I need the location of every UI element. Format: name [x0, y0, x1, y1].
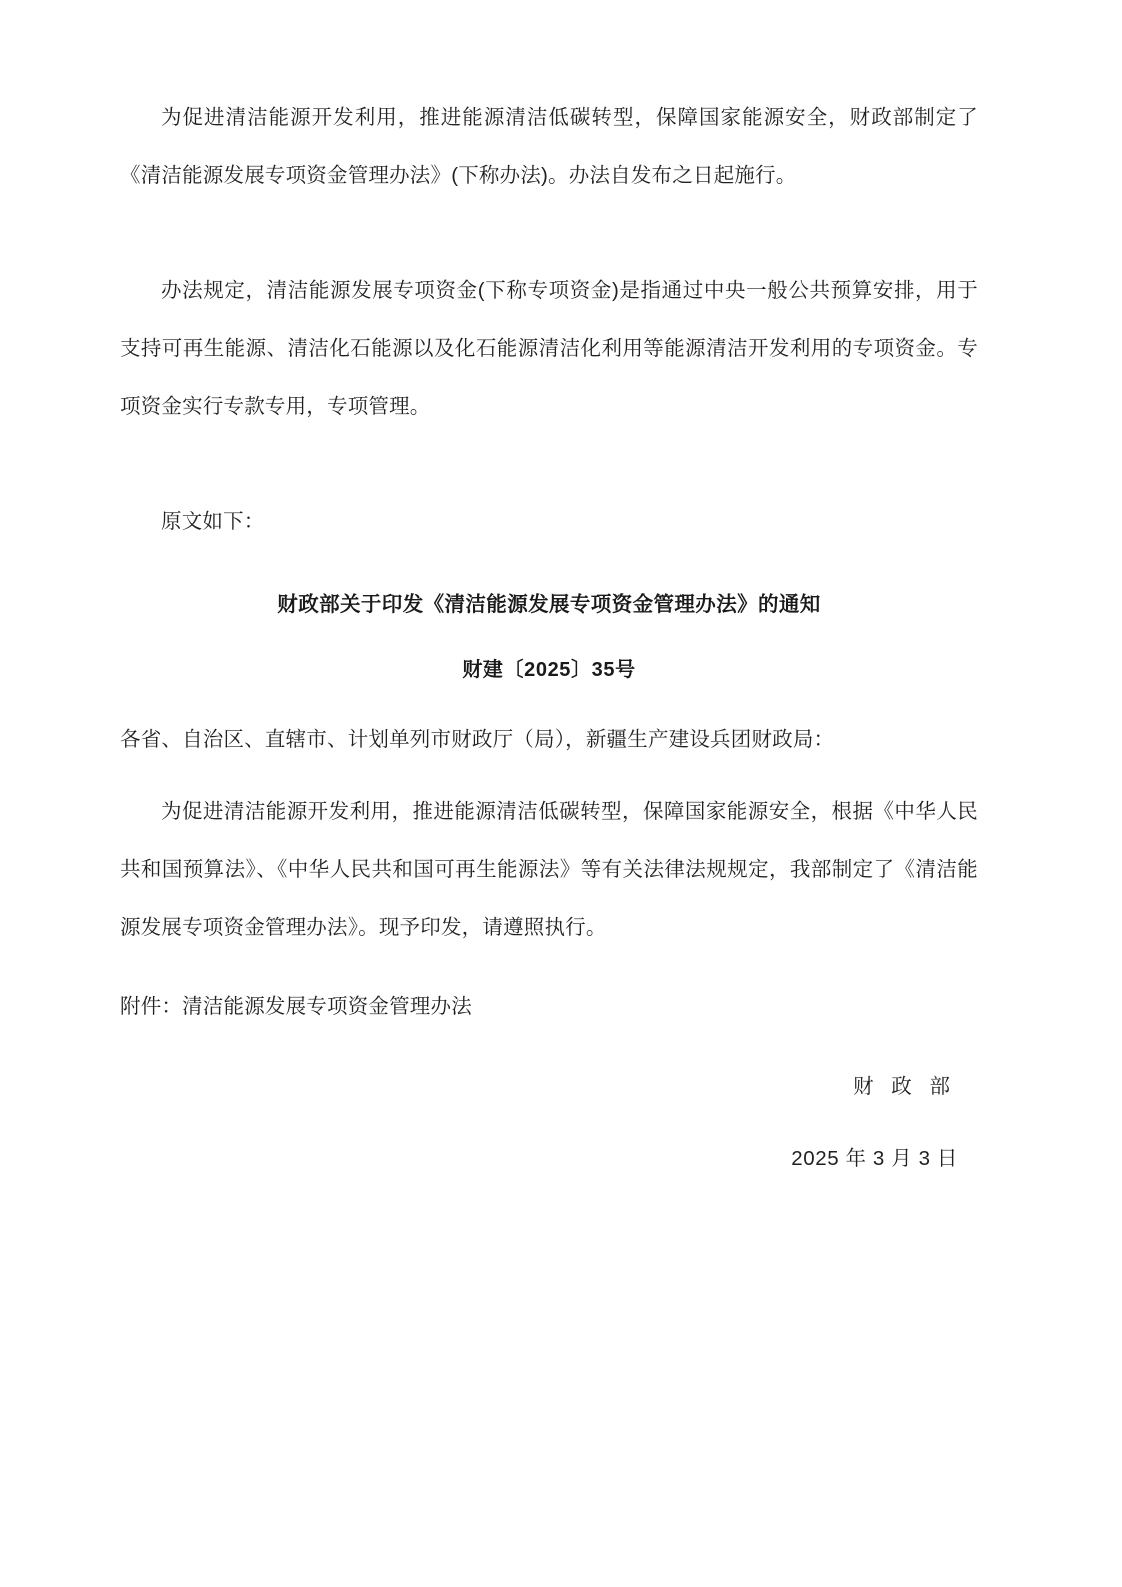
paragraph-gap-2: [120, 436, 978, 493]
intro-paragraph-1: 为促进清洁能源开发利用，推进能源清洁低碳转型，保障国家能源安全，财政部制定了《清洁能源发展专项资金管理办法》(下称办法)。办法自发布之日起施行。: [120, 106, 978, 187]
original-text-label: 原文如下：: [161, 510, 265, 533]
intro-paragraph-2: 办法规定，清洁能源发展专项资金(下称专项资金)是指通过中央一般公共预算安排，用于支持可再生能源、清洁化石能源以及化石能源清洁化利用等能源清洁开发利用的专项资金。专项资金实行专款专用，专项管理。: [120, 279, 978, 418]
signer-name: 财 政 部: [853, 1075, 956, 1098]
attachment-gap: [120, 1029, 978, 1070]
attachment-line: 附件：清洁能源发展专项资金管理办法: [120, 995, 472, 1018]
title-gap-top: [120, 551, 978, 589]
doc-number-gap: [120, 685, 978, 718]
document-content: [120, 0, 978, 1176]
signer-gap: [120, 1104, 978, 1142]
recipients-gap: [120, 762, 978, 783]
signature-date: 2025 年 3 月 3 日: [791, 1147, 958, 1170]
body-gap: [120, 957, 978, 985]
recipients-line: 各省、自治区、直辖市、计划单列市财政厅（局），新疆生产建设兵团财政局：: [120, 728, 835, 751]
top-spacer: [120, 0, 978, 89]
title-gap-bottom: [120, 621, 978, 655]
notice-title: 财政部关于印发《清洁能源发展专项资金管理办法》的通知: [277, 593, 821, 616]
notice-body: 为促进清洁能源开发利用，推进能源清洁低碳转型，保障国家能源安全，根据《中华人民共和国预算法》、《中华人民共和国可再生能源法》等有关法律法规规定，我部制定了《清洁能源发展专项资金管理办法》。现予印发，请遵照执行。: [120, 800, 978, 939]
paragraph-gap-1: [120, 205, 978, 262]
document-number: 财建〔2025〕35号: [462, 659, 636, 681]
